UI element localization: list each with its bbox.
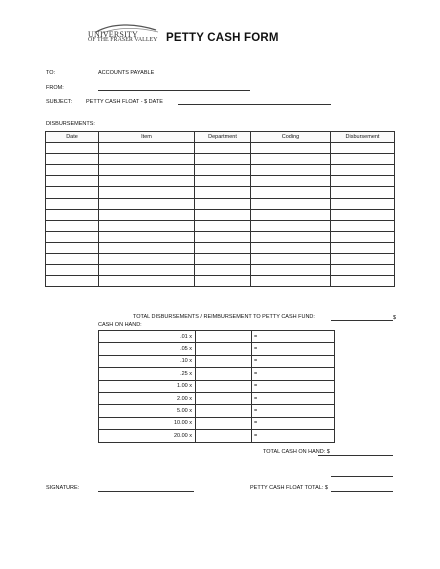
- table-cell[interactable]: [195, 198, 251, 209]
- denomination-row: [99, 368, 335, 380]
- table-cell[interactable]: [331, 254, 395, 265]
- table-cell[interactable]: [46, 165, 99, 176]
- col-header-department: Department: [195, 132, 251, 143]
- table-row: [46, 165, 395, 176]
- col-header-disbursement: Disbursement: [331, 132, 395, 143]
- denomination-row: [99, 392, 335, 404]
- university-logo: [88, 24, 158, 46]
- table-cell[interactable]: [195, 231, 251, 242]
- denomination-label: 10.00 x: [99, 417, 196, 429]
- disbursements-label: DISBURSEMENTS:: [46, 121, 95, 127]
- count-cell[interactable]: [196, 430, 252, 442]
- denomination-label: 20.00 x: [99, 430, 196, 442]
- table-cell[interactable]: [99, 220, 195, 231]
- to-value: ACCOUNTS PAYABLE: [98, 70, 155, 76]
- table-row: [46, 242, 395, 253]
- total-disbursements-dollar: $: [393, 315, 397, 321]
- table-cell[interactable]: [46, 265, 99, 276]
- from-field[interactable]: [98, 90, 250, 91]
- count-cell[interactable]: [196, 355, 252, 367]
- table-cell[interactable]: [99, 209, 195, 220]
- subject-date-field[interactable]: [178, 104, 331, 105]
- table-row: [46, 176, 395, 187]
- table-cell[interactable]: [251, 165, 331, 176]
- denomination-row: [99, 380, 335, 392]
- table-cell[interactable]: [251, 154, 331, 165]
- table-cell[interactable]: [99, 154, 195, 165]
- table-cell[interactable]: [251, 176, 331, 187]
- total-cash-on-hand-label: TOTAL CASH ON HAND: $: [263, 449, 330, 455]
- form-title: PETTY CASH FORM: [166, 32, 279, 44]
- table-cell[interactable]: [99, 231, 195, 242]
- table-cell[interactable]: [195, 187, 251, 198]
- table-cell[interactable]: [46, 276, 99, 287]
- table-cell[interactable]: [251, 220, 331, 231]
- table-cell[interactable]: [195, 254, 251, 265]
- table-cell[interactable]: [195, 209, 251, 220]
- denomination-label: 2.00 x: [99, 392, 196, 404]
- amount-cell[interactable]: =: [252, 343, 335, 355]
- table-row: [46, 198, 395, 209]
- denomination-row: [99, 430, 335, 442]
- table-cell[interactable]: [195, 143, 251, 154]
- logo-line-2: OF THE FRASER VALLEY: [88, 37, 158, 43]
- denomination-label: 5.00 x: [99, 405, 196, 417]
- table-row: [46, 154, 395, 165]
- denomination-row: [99, 417, 335, 429]
- table-cell[interactable]: [99, 276, 195, 287]
- to-label: TO:: [46, 70, 56, 76]
- count-cell[interactable]: [196, 380, 252, 392]
- signature-label: SIGNATURE:: [46, 485, 80, 491]
- table-cell[interactable]: [251, 276, 331, 287]
- denomination-label: .25 x: [99, 368, 196, 380]
- table-cell[interactable]: [331, 276, 395, 287]
- denomination-label: .05 x: [99, 343, 196, 355]
- table-cell[interactable]: [99, 187, 195, 198]
- col-header-date: Date: [46, 132, 99, 143]
- denomination-row: [99, 355, 335, 367]
- float-total-label: PETTY CASH FLOAT TOTAL: $: [250, 485, 328, 491]
- col-header-item: Item: [99, 132, 195, 143]
- amount-cell[interactable]: =: [252, 392, 335, 404]
- table-cell[interactable]: [251, 209, 331, 220]
- table-row: [46, 220, 395, 231]
- table-cell[interactable]: [195, 265, 251, 276]
- cash-on-hand-table: [98, 330, 335, 443]
- table-cell[interactable]: [331, 154, 395, 165]
- subject-label: SUBJECT:: [46, 99, 72, 105]
- logo-line-1: UNIVERSITY: [88, 30, 138, 39]
- total-disbursements-field[interactable]: [331, 320, 393, 321]
- disbursements-table: [45, 131, 395, 287]
- table-cell[interactable]: [331, 231, 395, 242]
- table-cell[interactable]: [46, 187, 99, 198]
- table-cell[interactable]: [99, 143, 195, 154]
- table-cell[interactable]: [251, 242, 331, 253]
- count-cell[interactable]: [196, 417, 252, 429]
- table-row: [46, 254, 395, 265]
- table-cell[interactable]: [99, 265, 195, 276]
- table-row: [46, 209, 395, 220]
- table-cell[interactable]: [99, 176, 195, 187]
- table-cell[interactable]: [251, 254, 331, 265]
- cash-on-hand-body: [99, 331, 335, 443]
- table-cell[interactable]: [46, 220, 99, 231]
- table-row: [46, 265, 395, 276]
- table-cell[interactable]: [99, 254, 195, 265]
- table-row: [46, 231, 395, 242]
- table-cell[interactable]: [46, 254, 99, 265]
- table-cell[interactable]: [251, 187, 331, 198]
- denomination-label: 1.00 x: [99, 380, 196, 392]
- table-cell[interactable]: [251, 231, 331, 242]
- table-cell[interactable]: [331, 165, 395, 176]
- table-cell[interactable]: [46, 231, 99, 242]
- table-cell[interactable]: [251, 143, 331, 154]
- table-cell[interactable]: [195, 165, 251, 176]
- from-label: FROM:: [46, 85, 64, 91]
- table-cell[interactable]: [331, 242, 395, 253]
- table-row: [46, 187, 395, 198]
- table-cell[interactable]: [195, 242, 251, 253]
- denomination-label: .01 x: [99, 331, 196, 343]
- table-cell[interactable]: [251, 265, 331, 276]
- disbursements-body: [46, 143, 395, 287]
- table-cell[interactable]: [331, 265, 395, 276]
- subject-value: PETTY CASH FLOAT - $ DATE: [86, 99, 163, 105]
- count-cell[interactable]: [196, 392, 252, 404]
- denomination-row: [99, 331, 335, 343]
- table-header-row: [46, 132, 395, 143]
- denomination-row: [99, 343, 335, 355]
- total-disbursements-label: TOTAL DISBURSEMENTS / REIMBURSEMENT TO PETTY CASH FUND:: [133, 314, 315, 320]
- amount-cell[interactable]: =: [252, 331, 335, 343]
- table-cell[interactable]: [331, 176, 395, 187]
- table-row: [46, 276, 395, 287]
- cash-on-hand-label: CASH ON HAND:: [98, 322, 142, 328]
- float-total-field[interactable]: [331, 491, 393, 492]
- table-cell[interactable]: [46, 242, 99, 253]
- table-cell[interactable]: [331, 220, 395, 231]
- count-cell[interactable]: [196, 368, 252, 380]
- col-header-coding: Coding: [251, 132, 331, 143]
- table-cell[interactable]: [251, 198, 331, 209]
- amount-cell[interactable]: =: [252, 430, 335, 442]
- amount-cell[interactable]: =: [252, 405, 335, 417]
- table-cell[interactable]: [46, 198, 99, 209]
- amount-cell[interactable]: =: [252, 355, 335, 367]
- signature-field[interactable]: [98, 491, 194, 492]
- count-cell[interactable]: [196, 331, 252, 343]
- table-row: [46, 143, 395, 154]
- denomination-row: [99, 405, 335, 417]
- count-cell[interactable]: [196, 405, 252, 417]
- table-cell[interactable]: [195, 276, 251, 287]
- table-cell[interactable]: [331, 143, 395, 154]
- table-cell[interactable]: [99, 198, 195, 209]
- table-cell[interactable]: [46, 143, 99, 154]
- table-cell[interactable]: [331, 198, 395, 209]
- denomination-label: .10 x: [99, 355, 196, 367]
- table-cell[interactable]: [195, 220, 251, 231]
- amount-cell[interactable]: =: [252, 380, 335, 392]
- count-cell[interactable]: [196, 343, 252, 355]
- amount-cell[interactable]: =: [252, 417, 335, 429]
- table-cell[interactable]: [195, 154, 251, 165]
- extra-line-field[interactable]: [331, 476, 393, 477]
- table-cell[interactable]: [99, 242, 195, 253]
- table-cell[interactable]: [331, 187, 395, 198]
- table-cell[interactable]: [331, 209, 395, 220]
- table-cell[interactable]: [195, 176, 251, 187]
- table-cell[interactable]: [46, 176, 99, 187]
- amount-cell[interactable]: =: [252, 368, 335, 380]
- table-cell[interactable]: [99, 165, 195, 176]
- table-cell[interactable]: [46, 154, 99, 165]
- total-cash-on-hand-field[interactable]: [318, 455, 393, 456]
- table-cell[interactable]: [46, 209, 99, 220]
